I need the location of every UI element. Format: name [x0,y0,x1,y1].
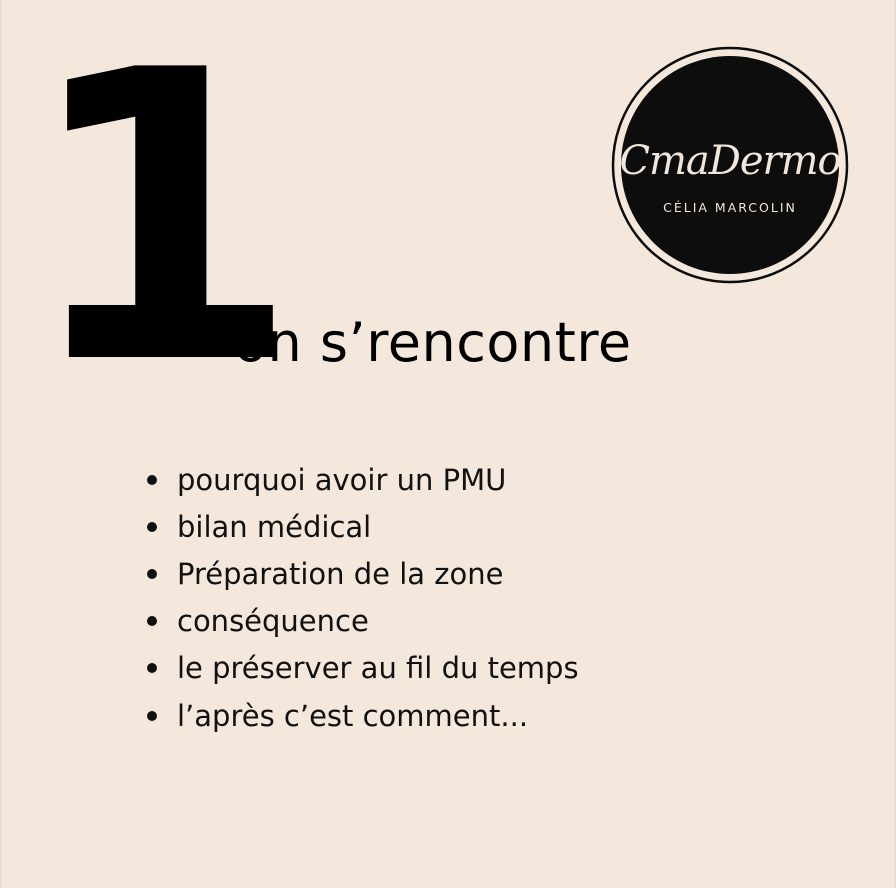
topic-item [147,456,579,503]
bullet-icon [147,711,157,721]
step-number: 1 [22,0,291,452]
topic-label: le préserver au fil du temps [177,651,579,686]
bullet-icon [147,569,157,579]
step-title: on s’rencontre [234,311,632,374]
logo-name-text: CÉLIA MARCOLIN [663,200,797,215]
bullet-icon [147,522,157,532]
logo-script-text: CmaDermo [619,138,841,184]
topic-item [147,550,579,597]
topics-list [147,456,579,739]
topic-label: bilan médical [177,509,372,544]
bullet-icon [147,616,157,626]
topic-label: l’après c’est comment... [177,698,529,733]
bullet-icon [147,663,157,673]
topic-label: pourquoi avoir un PMU [177,462,507,497]
topic-item [147,503,579,550]
bullet-icon [147,475,157,485]
topic-item [147,598,579,645]
topic-item [147,645,579,692]
topic-label: Préparation de la zone [177,556,504,591]
brand-logo [611,46,849,284]
topic-item [147,692,579,739]
topic-label: conséquence [177,604,369,639]
